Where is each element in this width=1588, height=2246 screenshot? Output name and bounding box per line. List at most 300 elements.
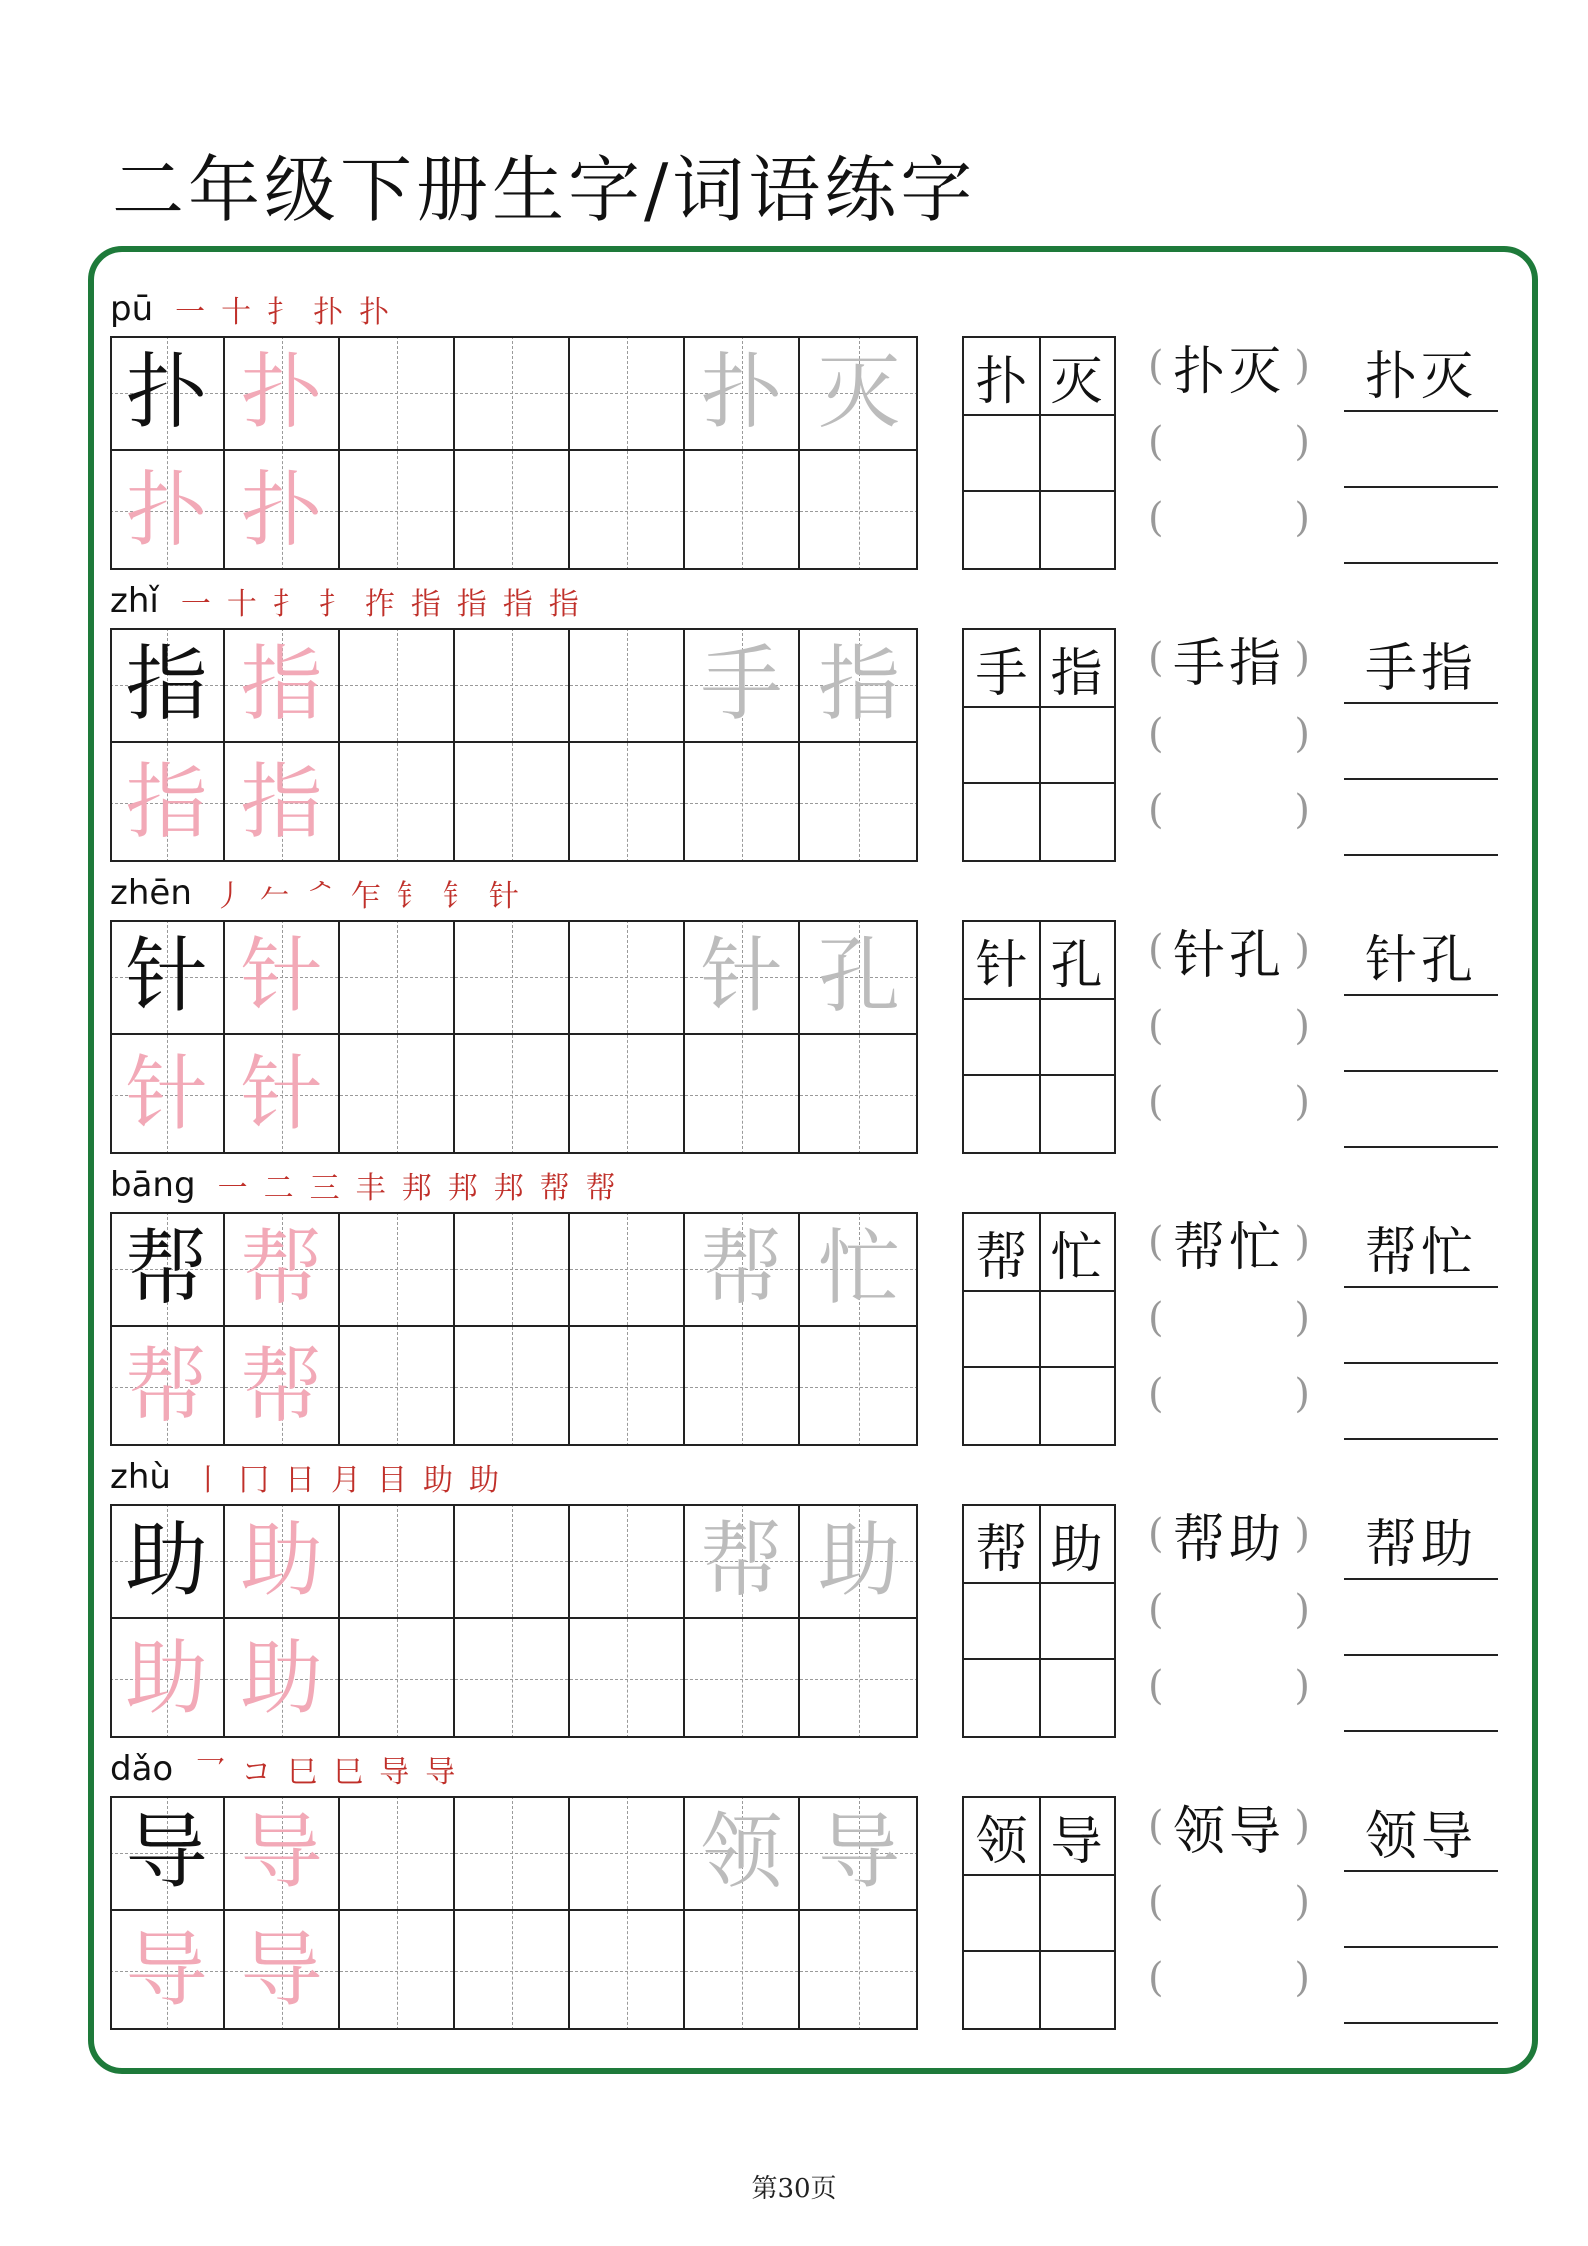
- stroke-order-step: ᄼ: [305, 879, 335, 914]
- stroke-order-step: 巳: [333, 1755, 364, 1790]
- practice-block: [0, 1454, 1588, 1744]
- stroke-order-step: 邦: [447, 1171, 478, 1206]
- writing-cell[interactable]: [455, 1327, 570, 1446]
- writing-cell[interactable]: [225, 1212, 340, 1327]
- writing-cell[interactable]: [340, 1327, 455, 1446]
- model-character: 针: [125, 928, 208, 1024]
- paren-word: [1173, 1789, 1285, 1864]
- writing-cell[interactable]: [455, 743, 570, 862]
- stroke-order-step: 扑: [313, 295, 344, 330]
- stroke-order-step: コ: [241, 1755, 272, 1790]
- paren-slot[interactable]: [1148, 412, 1310, 472]
- left-paren: (: [1148, 927, 1164, 973]
- stroke-order-step: 𠂉: [259, 879, 290, 914]
- paren-slot: [1148, 1796, 1310, 1862]
- writing-cell[interactable]: [455, 628, 570, 743]
- underline-slot: [1344, 346, 1498, 412]
- writing-cell[interactable]: [570, 336, 685, 451]
- paren-slot[interactable]: [1148, 1872, 1310, 1932]
- writing-cell[interactable]: [340, 1035, 455, 1154]
- trace-character: 助: [240, 1630, 323, 1726]
- paren-word: [1173, 1205, 1285, 1280]
- paren-slot: [1148, 628, 1310, 694]
- divider: [964, 1290, 1114, 1292]
- left-paren: (: [1148, 495, 1164, 541]
- pinyin-row: [110, 1454, 515, 1500]
- writing-cell[interactable]: [455, 920, 570, 1035]
- trace-character: 指: [240, 754, 323, 850]
- guide-line: [627, 1035, 628, 1154]
- writing-cell[interactable]: [570, 1035, 685, 1154]
- guide-line: [859, 1327, 860, 1446]
- paren-slot: [1148, 920, 1310, 986]
- guide-line: [512, 1212, 513, 1325]
- guide-line: [627, 451, 628, 570]
- stroke-order-step: 邦: [401, 1171, 432, 1206]
- paren-word-char: 导: [1229, 1801, 1286, 1862]
- writing-cell[interactable]: [110, 1619, 225, 1738]
- writing-cell[interactable]: [455, 1035, 570, 1154]
- guide-line: [627, 920, 628, 1033]
- writing-cell[interactable]: [685, 1796, 800, 1911]
- paren-slot[interactable]: [1148, 1364, 1310, 1424]
- guide-line: [627, 1796, 628, 1909]
- writing-cell[interactable]: [225, 743, 340, 862]
- guide-line: [512, 1035, 513, 1154]
- writing-cell[interactable]: [685, 920, 800, 1035]
- writing-cell[interactable]: [800, 920, 918, 1035]
- character-grid: [110, 1504, 918, 1738]
- writing-cell[interactable]: [340, 1212, 455, 1327]
- writing-cell[interactable]: [455, 1212, 570, 1327]
- paren-word-char: 灭: [1229, 341, 1286, 402]
- writing-cell[interactable]: [225, 1619, 340, 1738]
- divider: [1039, 1506, 1041, 1736]
- paren-word-char: 助: [1229, 1509, 1286, 1570]
- stroke-order-step: 一: [217, 1171, 248, 1206]
- writing-cell[interactable]: [340, 1504, 455, 1619]
- writing-cell[interactable]: [570, 1504, 685, 1619]
- character-grid: [110, 336, 918, 570]
- paren-word: [1173, 1497, 1285, 1572]
- word-box-character: 导: [1050, 1811, 1103, 1872]
- writing-cell[interactable]: [110, 1327, 225, 1446]
- left-paren: (: [1148, 419, 1164, 465]
- writing-cell[interactable]: [570, 920, 685, 1035]
- trace-character: 助: [240, 1512, 323, 1608]
- underline-slot[interactable]: [1344, 1082, 1498, 1148]
- pinyin: bāng: [110, 1165, 196, 1205]
- writing-cell[interactable]: [800, 336, 918, 451]
- underline-word-char: 助: [1421, 1515, 1478, 1575]
- word-box-character: 领: [975, 1811, 1028, 1872]
- divider: [1039, 922, 1041, 1152]
- left-paren: (: [1148, 1587, 1164, 1633]
- stroke-order-step: 扌: [318, 587, 349, 622]
- writing-cell[interactable]: [685, 336, 800, 451]
- underline-word-char: 帮: [1364, 1223, 1421, 1283]
- paren-slot: [1148, 1212, 1310, 1278]
- trace-character: 针: [240, 928, 323, 1024]
- stroke-order-step: 针: [488, 879, 519, 914]
- underline-word-char: 导: [1421, 1807, 1478, 1867]
- paren-slot[interactable]: [1148, 1580, 1310, 1640]
- writing-cell[interactable]: [570, 628, 685, 743]
- writing-cell[interactable]: [340, 628, 455, 743]
- writing-cell[interactable]: [570, 743, 685, 862]
- guide-line: [397, 451, 398, 570]
- trace-character: 扑: [240, 462, 323, 558]
- guide-line: [859, 1911, 860, 2030]
- pinyin: pū: [110, 289, 154, 329]
- paren-slot[interactable]: [1148, 996, 1310, 1056]
- guide-line: [742, 1911, 743, 2030]
- writing-cell[interactable]: [685, 1504, 800, 1619]
- stroke-order-step: 冂: [238, 1463, 269, 1498]
- guide-line: [397, 1796, 398, 1909]
- practice-block: [0, 1162, 1588, 1452]
- underline-slot[interactable]: [1344, 1666, 1498, 1732]
- paren-word-char: 指: [1229, 633, 1286, 694]
- guide-line: [627, 1619, 628, 1738]
- guide-line: [397, 1212, 398, 1325]
- writing-cell[interactable]: [110, 1504, 225, 1619]
- divider: [1039, 1214, 1041, 1444]
- word-box: [962, 920, 1116, 1154]
- right-paren: ): [1294, 1955, 1310, 2001]
- word-box-character: 扑: [975, 351, 1028, 412]
- trace-character: 帮: [240, 1220, 323, 1316]
- left-paren: (: [1148, 1219, 1164, 1265]
- paren-slot[interactable]: [1148, 1288, 1310, 1348]
- writing-cell[interactable]: [110, 1796, 225, 1911]
- divider: [1039, 630, 1041, 860]
- divider: [964, 998, 1114, 1000]
- divider: [964, 490, 1114, 492]
- stroke-order-step: 指: [548, 587, 579, 622]
- underline-word: [1365, 639, 1477, 699]
- writing-cell[interactable]: [110, 1035, 225, 1154]
- underline-slot[interactable]: [1344, 1374, 1498, 1440]
- word-box: [962, 336, 1116, 570]
- writing-cell[interactable]: [225, 1035, 340, 1154]
- divider: [964, 1582, 1114, 1584]
- pinyin: zhēn: [110, 873, 192, 913]
- stroke-order-step: 钅: [396, 879, 427, 914]
- trace-word-character: 指: [817, 636, 900, 732]
- writing-cell[interactable]: [455, 1504, 570, 1619]
- stroke-order-step: 一: [180, 587, 211, 622]
- writing-cell[interactable]: [570, 1619, 685, 1738]
- right-paren: ): [1294, 1587, 1310, 1633]
- writing-cell[interactable]: [110, 920, 225, 1035]
- writing-cell[interactable]: [340, 920, 455, 1035]
- trace-word-character: 扑: [700, 344, 783, 440]
- paren-slot[interactable]: [1148, 488, 1310, 548]
- writing-cell[interactable]: [800, 1035, 918, 1154]
- model-character: 助: [125, 1512, 208, 1608]
- underline-slot[interactable]: [1344, 498, 1498, 564]
- trace-character: 扑: [125, 462, 208, 558]
- underline-slot[interactable]: [1344, 790, 1498, 856]
- writing-cell[interactable]: [685, 1035, 800, 1154]
- stroke-order-step: 指: [410, 587, 441, 622]
- trace-word-character: 帮: [700, 1512, 783, 1608]
- guide-line: [397, 1327, 398, 1446]
- word-box-character: 指: [1050, 643, 1103, 704]
- right-paren: ): [1294, 1295, 1310, 1341]
- writing-cell[interactable]: [455, 451, 570, 570]
- writing-cell[interactable]: [685, 451, 800, 570]
- left-paren: (: [1148, 787, 1164, 833]
- trace-word-character: 针: [700, 928, 783, 1024]
- divider: [964, 1658, 1114, 1660]
- page-title: 二年级下册生字/词语练字: [112, 148, 977, 232]
- guide-line: [627, 1911, 628, 2030]
- underline-slot[interactable]: [1344, 1298, 1498, 1364]
- word-box-character: 孔: [1050, 935, 1103, 996]
- writing-cell[interactable]: [685, 1619, 800, 1738]
- word-box-character: 助: [1050, 1519, 1103, 1580]
- underline-slot: [1344, 638, 1498, 704]
- pinyin: zhǐ: [110, 581, 159, 621]
- right-paren: ): [1294, 1371, 1310, 1417]
- writing-cell[interactable]: [570, 1212, 685, 1327]
- writing-cell[interactable]: [800, 1796, 918, 1911]
- left-paren: (: [1148, 635, 1164, 681]
- left-paren: (: [1148, 1371, 1164, 1417]
- paren-word-char: 帮: [1172, 1509, 1229, 1570]
- left-paren: (: [1148, 1079, 1164, 1125]
- writing-cell[interactable]: [225, 336, 340, 451]
- stroke-order-step: 二: [263, 1171, 294, 1206]
- guide-line: [397, 920, 398, 1033]
- pinyin-row: [110, 870, 535, 916]
- underline-slot[interactable]: [1344, 422, 1498, 488]
- underline-slot: [1344, 1514, 1498, 1580]
- word-box: [962, 1796, 1116, 2030]
- writing-cell[interactable]: [455, 336, 570, 451]
- model-character: 扑: [125, 344, 208, 440]
- paren-word: [1173, 621, 1285, 696]
- writing-cell[interactable]: [570, 1327, 685, 1446]
- left-paren: (: [1148, 1511, 1164, 1557]
- writing-cell[interactable]: [225, 920, 340, 1035]
- practice-block: [0, 286, 1588, 576]
- guide-line: [512, 920, 513, 1033]
- left-paren: (: [1148, 1003, 1164, 1049]
- writing-cell[interactable]: [225, 1327, 340, 1446]
- guide-line: [859, 1035, 860, 1154]
- practice-block: [0, 578, 1588, 868]
- paren-slot[interactable]: [1148, 1072, 1310, 1132]
- divider: [964, 1366, 1114, 1368]
- left-paren: (: [1148, 1955, 1164, 2001]
- writing-cell[interactable]: [225, 1911, 340, 2030]
- writing-cell[interactable]: [685, 1327, 800, 1446]
- divider: [964, 706, 1114, 708]
- writing-cell[interactable]: [570, 1911, 685, 2030]
- writing-cell[interactable]: [455, 1796, 570, 1911]
- model-character: 帮: [125, 1220, 208, 1316]
- right-paren: ): [1294, 1511, 1310, 1557]
- divider: [964, 1950, 1114, 1952]
- underline-word: [1365, 1807, 1477, 1867]
- practice-block: [0, 1746, 1588, 2036]
- character-grid: [110, 1212, 918, 1446]
- stroke-order-step: 帮: [585, 1171, 616, 1206]
- model-character: 导: [125, 1804, 208, 1900]
- guide-line: [512, 743, 513, 862]
- guide-line: [627, 1504, 628, 1617]
- character-grid: [110, 1796, 918, 2030]
- guide-line: [512, 1796, 513, 1909]
- underline-slot: [1344, 930, 1498, 996]
- underline-word: [1365, 347, 1477, 407]
- underline-word-char: 帮: [1364, 1515, 1421, 1575]
- writing-cell[interactable]: [340, 451, 455, 570]
- paren-slot[interactable]: [1148, 1948, 1310, 2008]
- paren-word-char: 帮: [1172, 1217, 1229, 1278]
- guide-line: [859, 451, 860, 570]
- paren-slot[interactable]: [1148, 1656, 1310, 1716]
- writing-cell[interactable]: [340, 1796, 455, 1911]
- writing-cell[interactable]: [800, 1504, 918, 1619]
- writing-cell[interactable]: [800, 1911, 918, 2030]
- trace-character: 扑: [240, 344, 323, 440]
- divider: [1039, 1798, 1041, 2028]
- right-paren: ): [1294, 787, 1310, 833]
- guide-line: [627, 628, 628, 741]
- guide-line: [742, 1327, 743, 1446]
- underline-slot[interactable]: [1344, 1590, 1498, 1656]
- word-box-character: 针: [975, 935, 1028, 996]
- underline-slot[interactable]: [1344, 1882, 1498, 1948]
- paren-word: [1173, 329, 1285, 404]
- guide-line: [397, 1619, 398, 1738]
- guide-line: [397, 628, 398, 741]
- underline-word: [1365, 1515, 1477, 1575]
- writing-cell[interactable]: [225, 1796, 340, 1911]
- right-paren: ): [1294, 343, 1310, 389]
- writing-cell[interactable]: [685, 1212, 800, 1327]
- pinyin-row: [110, 286, 405, 332]
- character-grid: [110, 628, 918, 862]
- word-box-character: 灭: [1050, 351, 1103, 412]
- stroke-order-step: 丿: [213, 879, 244, 914]
- writing-cell[interactable]: [685, 628, 800, 743]
- guide-line: [627, 336, 628, 449]
- guide-line: [742, 1619, 743, 1738]
- right-paren: ): [1294, 1003, 1310, 1049]
- paren-slot[interactable]: [1148, 704, 1310, 764]
- right-paren: ): [1294, 1079, 1310, 1125]
- writing-cell[interactable]: [455, 1911, 570, 2030]
- writing-cell[interactable]: [225, 1504, 340, 1619]
- writing-cell[interactable]: [455, 1619, 570, 1738]
- writing-cell[interactable]: [110, 336, 225, 451]
- writing-cell[interactable]: [225, 451, 340, 570]
- writing-cell[interactable]: [110, 1911, 225, 2030]
- writing-cell[interactable]: [340, 336, 455, 451]
- guide-line: [627, 743, 628, 862]
- trace-character: 针: [240, 1046, 323, 1142]
- stroke-order-step: 乍: [350, 879, 381, 914]
- paren-word-char: 扑: [1172, 341, 1229, 402]
- stroke-order-step: 十: [226, 587, 257, 622]
- underline-slot[interactable]: [1344, 1006, 1498, 1072]
- writing-cell[interactable]: [800, 743, 918, 862]
- writing-cell[interactable]: [800, 1212, 918, 1327]
- word-box-character: 帮: [975, 1227, 1028, 1288]
- writing-cell[interactable]: [685, 743, 800, 862]
- writing-cell[interactable]: [685, 1911, 800, 2030]
- pinyin-row: [110, 1746, 471, 1792]
- word-box: [962, 628, 1116, 862]
- trace-word-character: 忙: [817, 1220, 900, 1316]
- stroke-order-step: 导: [379, 1755, 410, 1790]
- underline-slot: [1344, 1222, 1498, 1288]
- underline-slot[interactable]: [1344, 714, 1498, 780]
- writing-cell[interactable]: [110, 451, 225, 570]
- stroke-order-step: 助: [468, 1463, 499, 1498]
- pinyin: dǎo: [110, 1749, 174, 1789]
- left-paren: (: [1148, 1803, 1164, 1849]
- writing-cell[interactable]: [800, 628, 918, 743]
- stroke-order-step: 三: [309, 1171, 340, 1206]
- divider: [964, 782, 1114, 784]
- writing-cell[interactable]: [570, 451, 685, 570]
- stroke-order-step: 指: [456, 587, 487, 622]
- writing-cell[interactable]: [800, 1619, 918, 1738]
- underline-word-char: 孔: [1421, 931, 1478, 991]
- stroke-order-step: 钅: [442, 879, 473, 914]
- writing-cell[interactable]: [340, 1619, 455, 1738]
- left-paren: (: [1148, 1879, 1164, 1925]
- stroke-order-step: 丰: [355, 1171, 386, 1206]
- stroke-order-step: 月: [330, 1463, 361, 1498]
- guide-line: [397, 336, 398, 449]
- underline-word-char: 扑: [1364, 347, 1421, 407]
- guide-line: [397, 1504, 398, 1617]
- trace-character: 针: [125, 1046, 208, 1142]
- writing-cell[interactable]: [800, 451, 918, 570]
- left-paren: (: [1148, 343, 1164, 389]
- underline-word-char: 灭: [1421, 347, 1478, 407]
- guide-line: [859, 1619, 860, 1738]
- stroke-order-step: 丨: [192, 1463, 223, 1498]
- writing-cell[interactable]: [110, 743, 225, 862]
- writing-cell[interactable]: [340, 1911, 455, 2030]
- stroke-order-step: 乛: [195, 1755, 226, 1790]
- writing-cell[interactable]: [340, 743, 455, 862]
- stroke-order-step: 目: [376, 1463, 407, 1498]
- writing-cell[interactable]: [570, 1796, 685, 1911]
- stroke-order-step: 邦: [493, 1171, 524, 1206]
- stroke-order-step: 十: [221, 295, 252, 330]
- writing-cell[interactable]: [110, 1212, 225, 1327]
- underline-slot[interactable]: [1344, 1958, 1498, 2024]
- paren-word-char: 针: [1172, 925, 1229, 986]
- writing-cell[interactable]: [110, 628, 225, 743]
- paren-slot[interactable]: [1148, 780, 1310, 840]
- paren-word-char: 忙: [1229, 1217, 1286, 1278]
- word-box-character: 忙: [1050, 1227, 1103, 1288]
- writing-cell[interactable]: [225, 628, 340, 743]
- guide-line: [512, 1619, 513, 1738]
- writing-cell[interactable]: [800, 1327, 918, 1446]
- paren-word-char: 孔: [1229, 925, 1286, 986]
